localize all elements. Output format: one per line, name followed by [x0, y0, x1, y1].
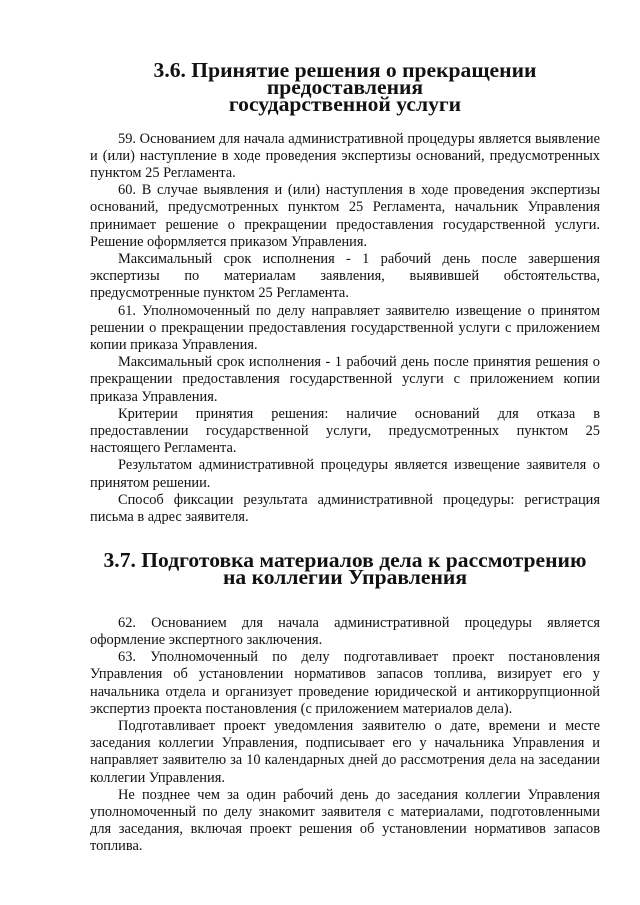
section-3-6-body [90, 131, 600, 527]
paragraph-62: 62. Основанием для начала административной процедуры является оформление экспертного заключения. [90, 614, 600, 648]
paragraph-60: 60. В случае выявления и (или) наступления в ходе проведения экспертизы оснований, предусмотренных пунктом 25 Регламента, начальник Управления принимает решение о прекращении предоставления государственной услуги. Решение оформляется приказом Управления. [90, 182, 600, 250]
section-heading-3-6-line1: 3.6. Принятие решения о прекращении предоставления [153, 58, 537, 100]
section-heading-3-6-line2: государственной услуги [228, 92, 462, 117]
paragraph-59: 59. Основанием для начала административной процедуры является выявление и (или) наступление в ходе проведения экспертизы оснований, предусмотренных пунктом 25 Регламента. [90, 130, 600, 182]
section-heading-3-7-line1: 3.7. Подготовка материалов дела к рассмотрению [103, 548, 587, 573]
section-3-7-body [90, 615, 600, 856]
paragraph-fixation: Способ фиксации результата административной процедуры: регистрация письма в адрес заявителя. [90, 491, 600, 526]
paragraph-60-deadline: Максимальный срок исполнения - 1 рабочий день после завершения экспертизы по материалам заявления, выявившей обстоятельства, предусмотренные пунктом 25 Регламента. [90, 251, 600, 302]
paragraph-criteria: Критерии принятия решения: наличие оснований для отказа в предоставлении государственной услуги, предусмотренных пунктом 25 настоящего Регламента. [90, 405, 600, 457]
paragraph-61: 61. Уполномоченный по делу направляет заявителю извещение о принятом решении о прекращении предоставления государственной услуги с приложением копии приказа Управления. [90, 302, 600, 354]
section-heading-3-6 [90, 58, 600, 117]
section-heading-3-7 [90, 548, 600, 590]
paragraph-familiarization: Не позднее чем за один рабочий день до заседания коллегии Управления уполномоченный по делу знакомит заявителя с материалами, подготовленными для заседания, включая проект решения об установлении нормативов запасов топлива. [90, 786, 600, 855]
paragraph-63: 63. Уполномоченный по делу подготавливает проект постановления Управления об установлении нормативов запасов топлива, визирует его у начальника отдела и организует проведение юридической и антикоррупционной экспертиз проекта постановления (с приложением материалов дела). [90, 649, 600, 717]
paragraph-result: Результатом административной процедуры является извещение заявителя о принятом решении. [90, 457, 600, 491]
document-page [90, 58, 600, 856]
paragraph-notification: Подготавливает проект уведомления заявителю о дате, времени и месте заседания коллегии Управления, подписывает его у начальника Управления и направляет заявителю за 10 календарных дней до рассмотрения дела на заседании коллегии Управления. [90, 717, 600, 786]
section-heading-3-7-line2: на коллегии Управления [223, 565, 467, 590]
paragraph-61-deadline: Максимальный срок исполнения - 1 рабочий день после принятия решения о прекращении предоставления государственной услуги с приложением копии приказа Управления. [90, 354, 600, 405]
